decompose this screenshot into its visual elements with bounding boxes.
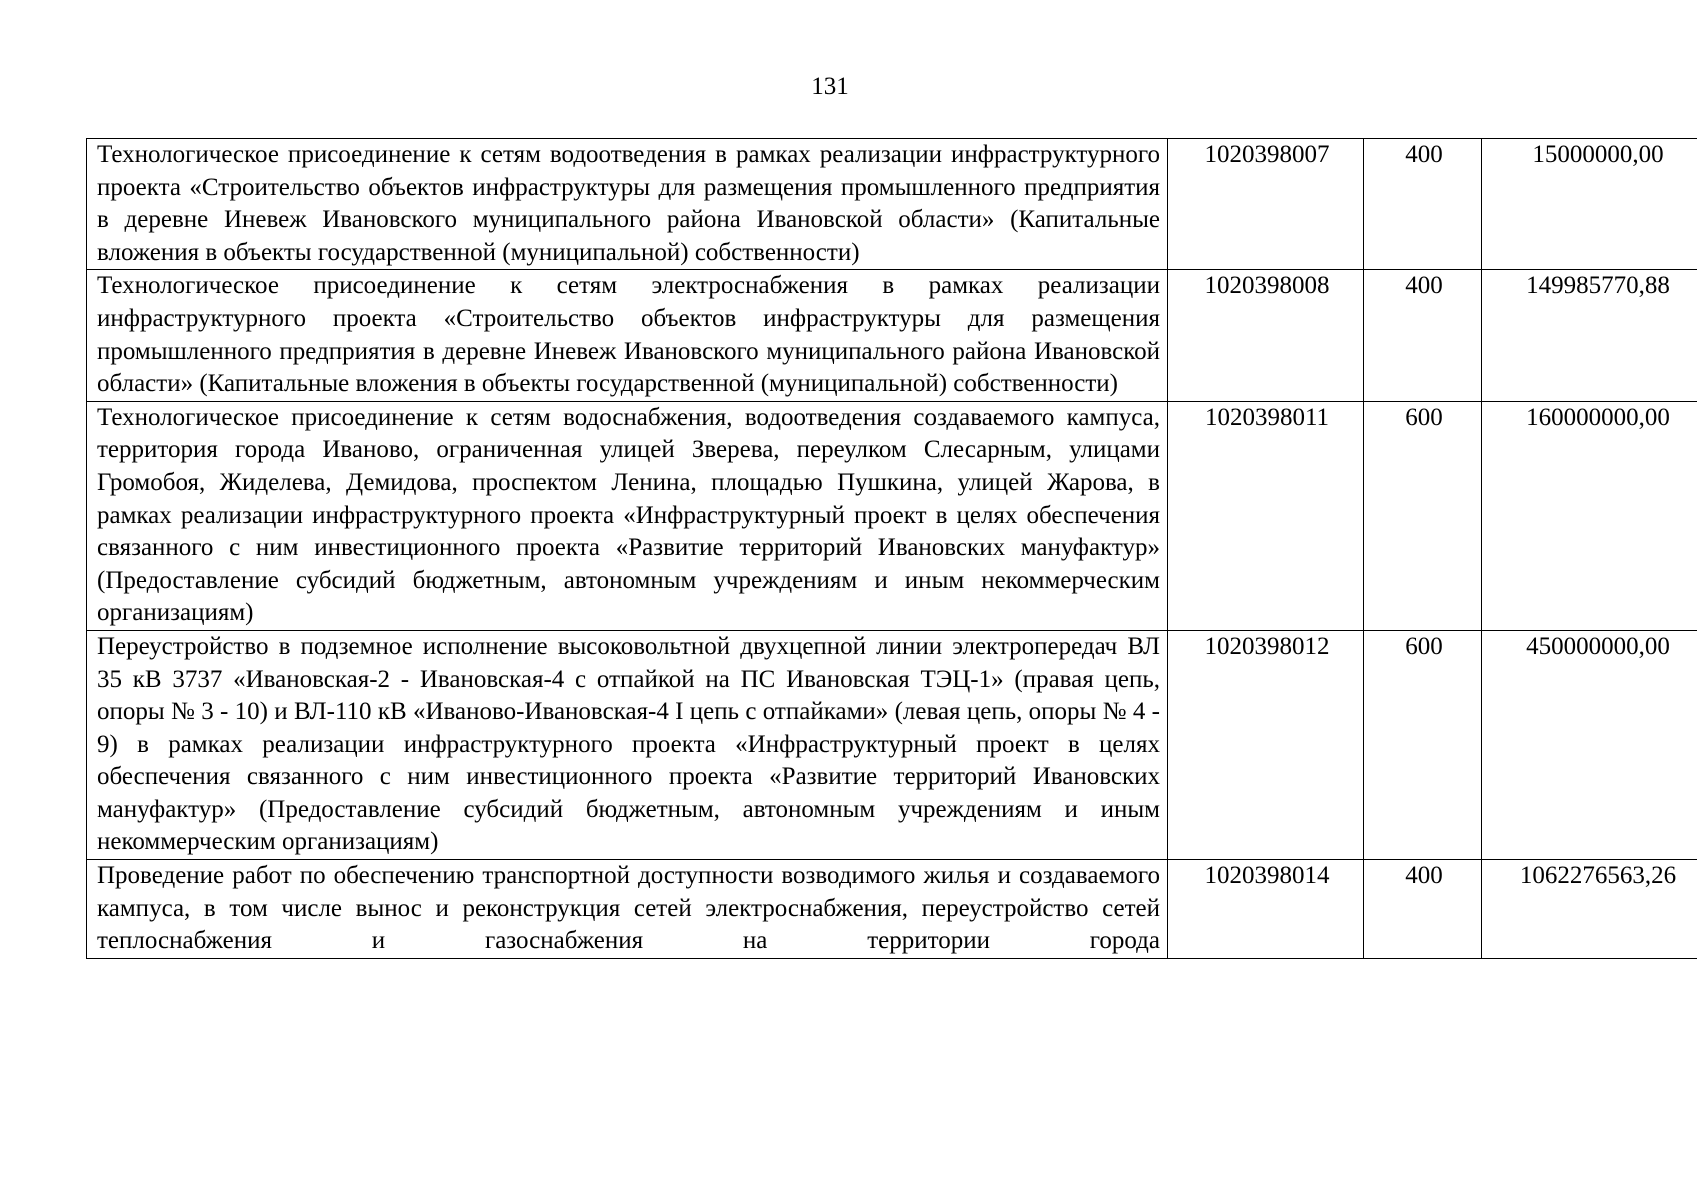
table-row: [87, 139, 1697, 270]
row-code: 1020398014: [1168, 860, 1364, 959]
row-expense-type: 600: [1364, 401, 1482, 630]
row-description: [87, 860, 1168, 959]
row-amount: 15000000,00: [1482, 139, 1697, 270]
row-description: Технологическое присоединение к сетям водоотведения в рамках реализации инфраструктурного проекта «Строительство объектов инфраструктуры для размещения промышленного предприятия в деревне Иневеж Ивановского муниципального района Ивановской области» (Капитальные вложения в объекты государственной (муниципальной) собственности): [87, 139, 1168, 270]
table-row: [87, 630, 1697, 859]
row-amount: 149985770,88: [1482, 270, 1697, 401]
table-row: [87, 401, 1697, 630]
table-row: [87, 860, 1697, 959]
row-expense-type: 600: [1364, 630, 1482, 859]
row-expense-type: 400: [1364, 860, 1482, 959]
row-description: Технологическое присоединение к сетям электроснабжения в рамках реализации инфраструктурного проекта «Строительство объектов инфраструктуры для размещения промышленного предприятия в деревне Иневеж Ивановского муниципального района Ивановской области» (Капитальные вложения в объекты государственной (муниципальной) собственности): [87, 270, 1168, 401]
budget-table: [86, 138, 1697, 959]
table-row: [87, 270, 1697, 401]
row-expense-type: 400: [1364, 139, 1482, 270]
row-code: 1020398011: [1168, 401, 1364, 630]
row-description: Технологическое присоединение к сетям водоснабжения, водоотведения создаваемого кампуса, территория города Иваново, ограниченная улицей Зверева, переулком Слесарным, улицами Громобоя, Жиделева, Демидова, проспектом Ленина, площадью Пушкина, улицей Жарова, в рамках реализации инфраструктурного проекта «Инфраструктурный проект в целях обеспечения связанного с ним инвестиционного проекта «Развитие территорий Ивановских мануфактур» (Предоставление субсидий бюджетным, автономным учреждениям и иным некоммерческим организациям): [87, 401, 1168, 630]
row-code: 1020398012: [1168, 630, 1364, 859]
row-amount: 160000000,00: [1482, 401, 1697, 630]
page-number: 131: [811, 73, 849, 100]
row-description: Переустройство в подземное исполнение высоковольтной двухцепной линии электропередач ВЛ 35 кВ 3737 «Ивановская-2 - Ивановская-4 с отпайкой на ПС Ивановская ТЭЦ-1» (правая цепь, опоры № 3 - 10) и ВЛ-110 кВ «Иваново-Ивановская-4 I цепь с отпайками» (левая цепь, опоры № 4 - 9) в рамках реализации инфраструктурного проекта «Инфраструктурный проект в целях обеспечения связанного с ним инвестиционного проекта «Развитие территорий Ивановских мануфактур» (Предоставление субсидий бюджетным, автономным учреждениям и иным некоммерческим организациям): [87, 630, 1168, 859]
row-description-text: Проведение работ по обеспечению транспортной доступности возводимого жилья и создаваемого кампуса, в том числе вынос и реконструкция сетей электроснабжения, переустройство сетей теплоснабжения и газоснабжения на территории города: [97, 862, 1160, 955]
row-amount: 450000000,00: [1482, 630, 1697, 859]
row-amount: 1062276563,26: [1482, 860, 1697, 959]
row-expense-type: 400: [1364, 270, 1482, 401]
row-code: 1020398008: [1168, 270, 1364, 401]
row-code: 1020398007: [1168, 139, 1364, 270]
